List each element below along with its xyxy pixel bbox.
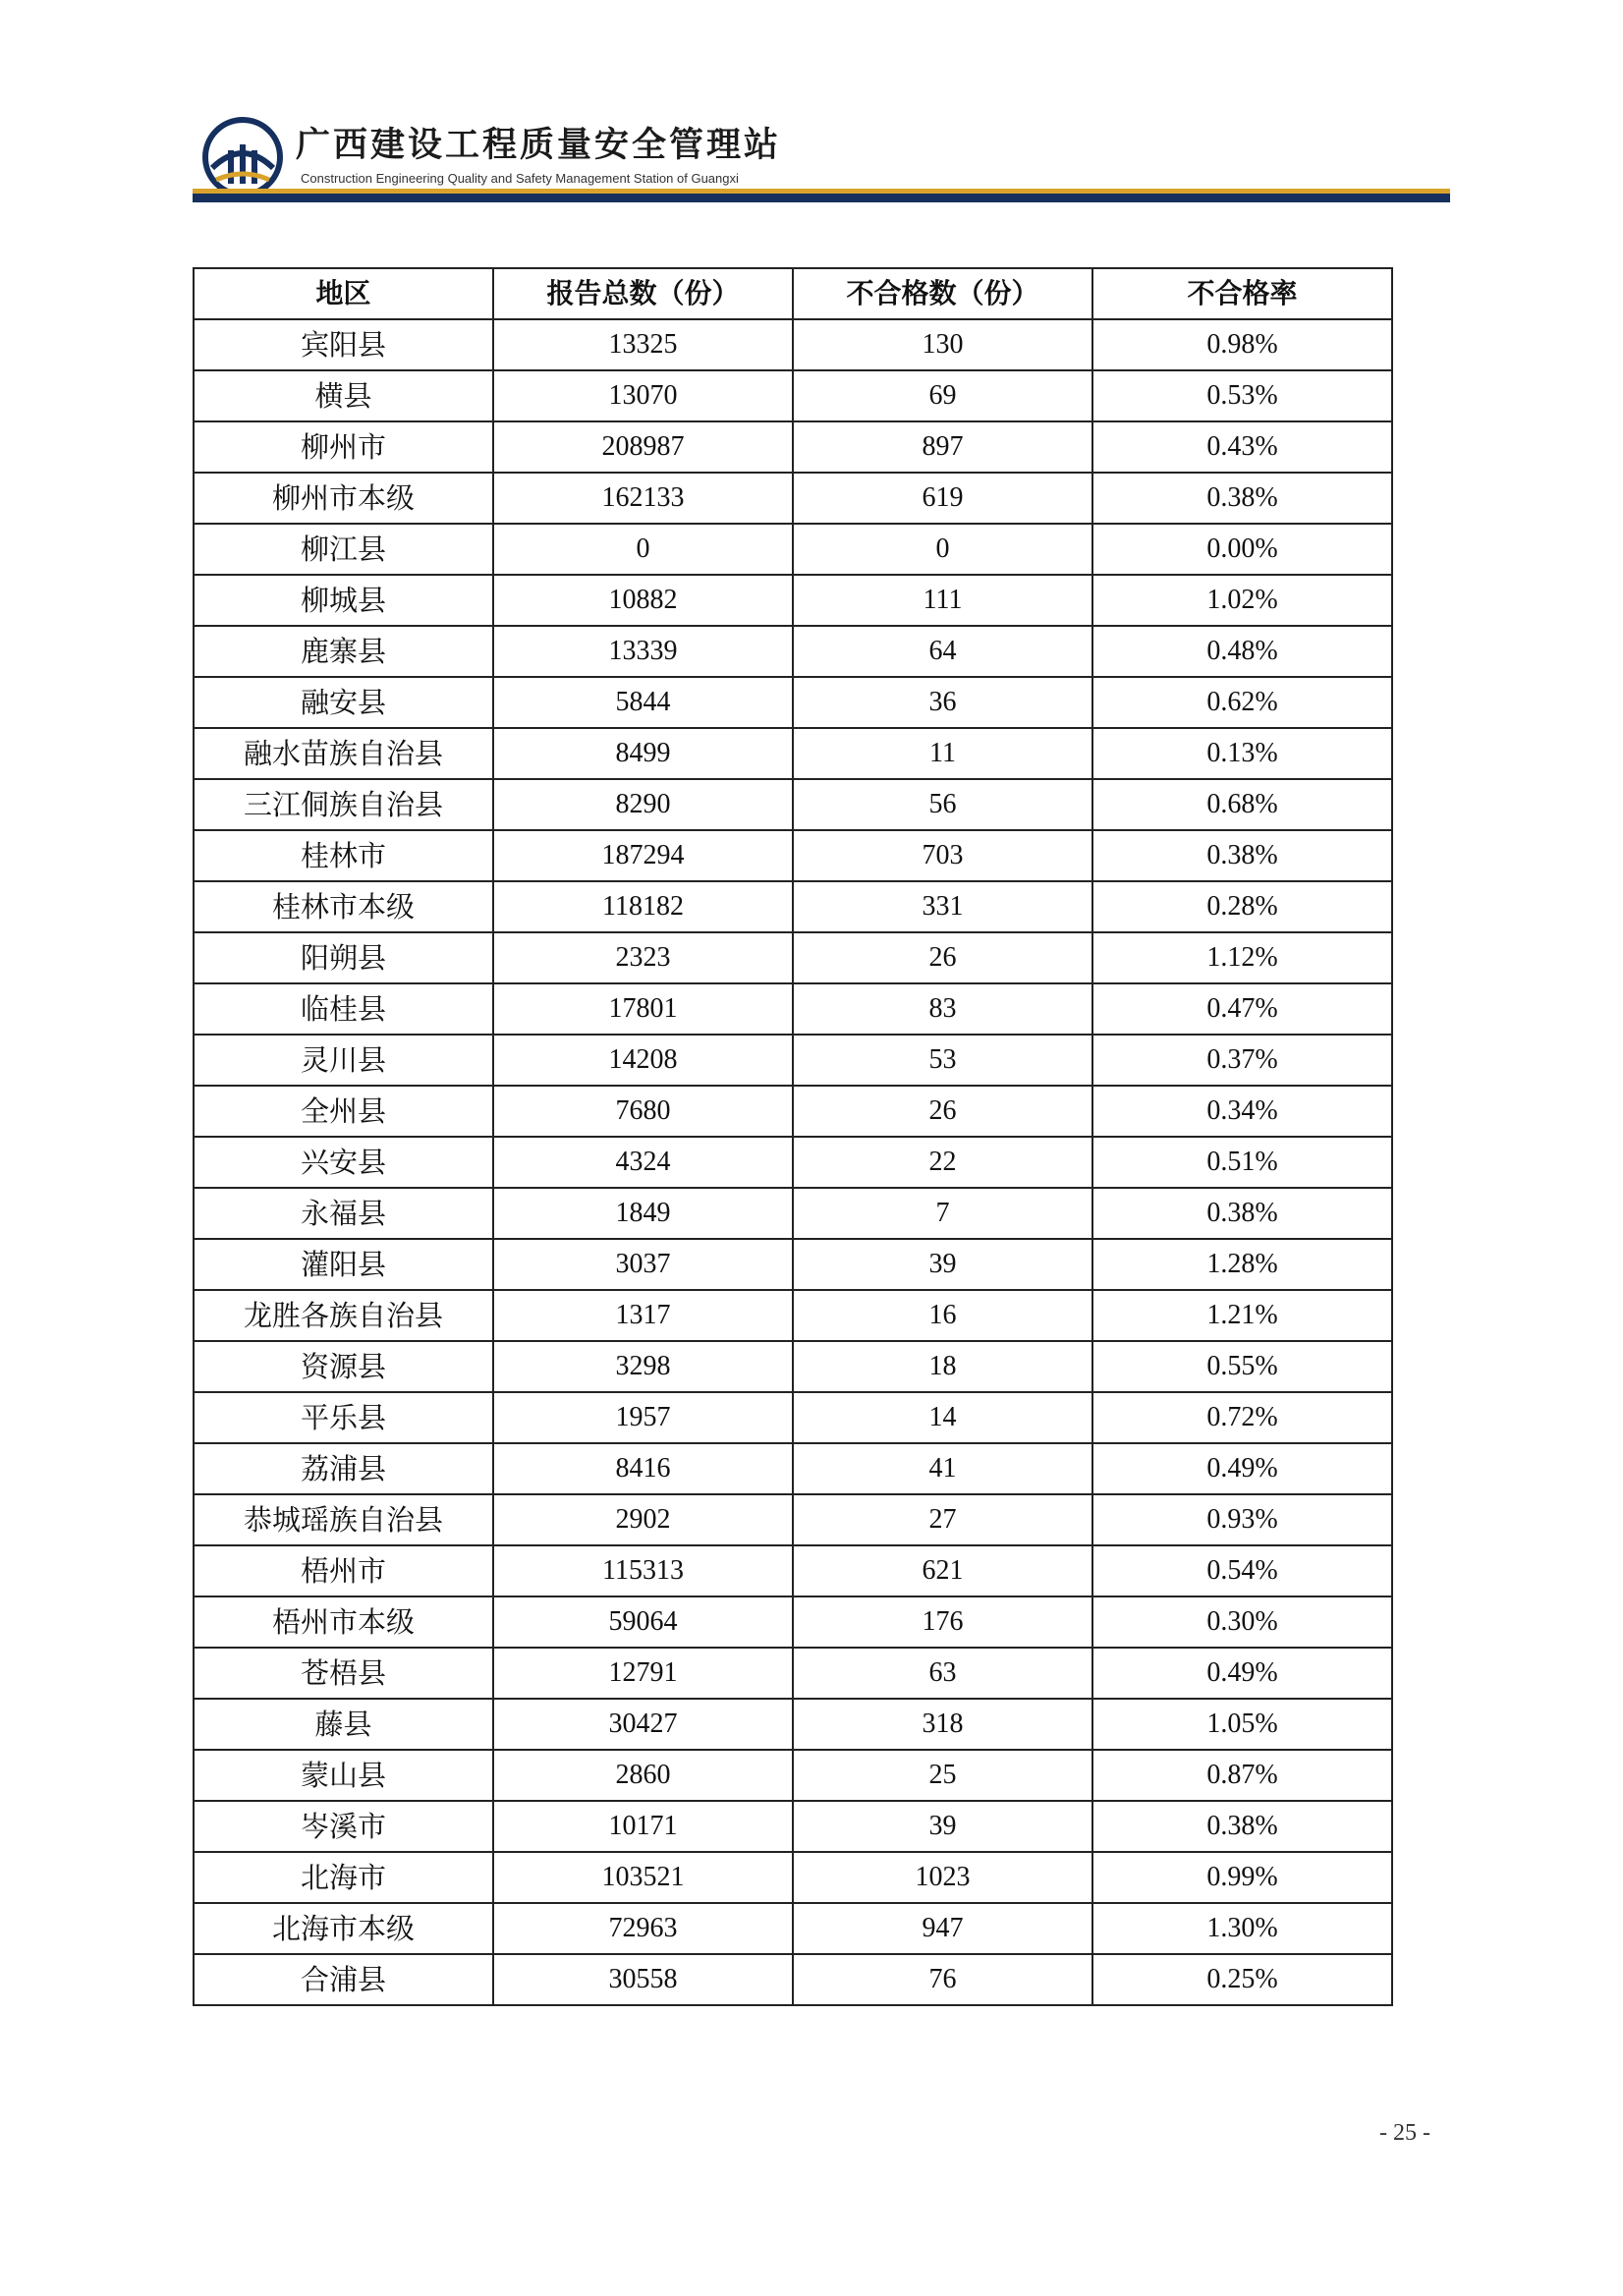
cell-unqualified-count: 64 — [793, 626, 1092, 677]
cell-region: 宾阳县 — [194, 319, 493, 370]
table-row — [194, 370, 1392, 421]
cell-region: 三江侗族自治县 — [194, 779, 493, 830]
table-row — [194, 1699, 1392, 1750]
cell-unqualified-count: 83 — [793, 983, 1092, 1035]
cell-total-reports: 13325 — [493, 319, 793, 370]
cell-unqualified-count: 331 — [793, 881, 1092, 932]
cell-total-reports: 8499 — [493, 728, 793, 779]
cell-unqualified-rate: 0.99% — [1092, 1852, 1392, 1903]
cell-total-reports: 59064 — [493, 1596, 793, 1648]
cell-unqualified-count: 39 — [793, 1801, 1092, 1852]
cell-region: 兴安县 — [194, 1137, 493, 1188]
cell-region: 藤县 — [194, 1699, 493, 1750]
header-rule-navy — [193, 194, 1450, 202]
cell-unqualified-count: 26 — [793, 932, 1092, 983]
cell-region: 鹿寨县 — [194, 626, 493, 677]
cell-unqualified-rate: 1.28% — [1092, 1239, 1392, 1290]
cell-unqualified-count: 130 — [793, 319, 1092, 370]
cell-total-reports: 30558 — [493, 1954, 793, 2005]
table-row — [194, 1750, 1392, 1801]
cell-unqualified-rate: 0.49% — [1092, 1443, 1392, 1494]
cell-unqualified-count: 11 — [793, 728, 1092, 779]
cell-unqualified-count: 76 — [793, 1954, 1092, 2005]
cell-region: 梧州市本级 — [194, 1596, 493, 1648]
cell-unqualified-rate: 0.43% — [1092, 421, 1392, 473]
cell-total-reports: 162133 — [493, 473, 793, 524]
table-row — [194, 932, 1392, 983]
table-row — [194, 1596, 1392, 1648]
cell-unqualified-rate: 0.49% — [1092, 1648, 1392, 1699]
cell-unqualified-rate: 0.28% — [1092, 881, 1392, 932]
table-row — [194, 1494, 1392, 1545]
table-row — [194, 1801, 1392, 1852]
cell-region: 北海市 — [194, 1852, 493, 1903]
gxzj-logo-icon — [202, 117, 283, 197]
cell-unqualified-rate: 0.38% — [1092, 1801, 1392, 1852]
cell-unqualified-count: 22 — [793, 1137, 1092, 1188]
cell-unqualified-count: 7 — [793, 1188, 1092, 1239]
col-header-total-reports: 报告总数（份） — [493, 268, 793, 319]
cell-region: 柳州市本级 — [194, 473, 493, 524]
table-row — [194, 1648, 1392, 1699]
cell-total-reports: 3037 — [493, 1239, 793, 1290]
cell-total-reports: 208987 — [493, 421, 793, 473]
table-row — [194, 1903, 1392, 1954]
cell-region: 岑溪市 — [194, 1801, 493, 1852]
cell-unqualified-rate: 1.21% — [1092, 1290, 1392, 1341]
cell-total-reports: 30427 — [493, 1699, 793, 1750]
table-row — [194, 1035, 1392, 1086]
cell-unqualified-rate: 1.30% — [1092, 1903, 1392, 1954]
table-row — [194, 1341, 1392, 1392]
cell-unqualified-rate: 0.37% — [1092, 1035, 1392, 1086]
table-row — [194, 1137, 1392, 1188]
cell-total-reports: 103521 — [493, 1852, 793, 1903]
cell-unqualified-rate: 0.13% — [1092, 728, 1392, 779]
cell-total-reports: 10171 — [493, 1801, 793, 1852]
cell-region: 横县 — [194, 370, 493, 421]
table-row — [194, 1392, 1392, 1443]
cell-total-reports: 118182 — [493, 881, 793, 932]
cell-unqualified-rate: 0.34% — [1092, 1086, 1392, 1137]
table-row — [194, 524, 1392, 575]
cell-unqualified-count: 111 — [793, 575, 1092, 626]
table-body — [194, 319, 1392, 2005]
cell-region: 恭城瑶族自治县 — [194, 1494, 493, 1545]
org-name: 广西建设工程质量安全管理站 — [296, 126, 782, 165]
cell-region: 全州县 — [194, 1086, 493, 1137]
col-header-unqualified-count: 不合格数（份） — [793, 268, 1092, 319]
cell-unqualified-rate: 0.38% — [1092, 1188, 1392, 1239]
table-row — [194, 1443, 1392, 1494]
table-row — [194, 1852, 1392, 1903]
table-row — [194, 830, 1392, 881]
page-header — [193, 110, 1450, 208]
table-row — [194, 319, 1392, 370]
cell-unqualified-rate: 0.48% — [1092, 626, 1392, 677]
page-number: - 25 - — [1379, 2120, 1430, 2146]
table-row — [194, 983, 1392, 1035]
cell-total-reports: 0 — [493, 524, 793, 575]
table-row — [194, 881, 1392, 932]
cell-total-reports: 2902 — [493, 1494, 793, 1545]
table-row — [194, 728, 1392, 779]
cell-unqualified-rate: 1.02% — [1092, 575, 1392, 626]
cell-region: 柳江县 — [194, 524, 493, 575]
cell-unqualified-count: 897 — [793, 421, 1092, 473]
table-row — [194, 1239, 1392, 1290]
cell-unqualified-count: 56 — [793, 779, 1092, 830]
cell-unqualified-rate: 0.53% — [1092, 370, 1392, 421]
cell-total-reports: 8290 — [493, 779, 793, 830]
table-row — [194, 575, 1392, 626]
cell-unqualified-count: 621 — [793, 1545, 1092, 1596]
table-row — [194, 1086, 1392, 1137]
cell-region: 梧州市 — [194, 1545, 493, 1596]
cell-unqualified-rate: 0.55% — [1092, 1341, 1392, 1392]
table-row — [194, 1954, 1392, 2005]
cell-unqualified-rate: 0.68% — [1092, 779, 1392, 830]
cell-region: 柳城县 — [194, 575, 493, 626]
cell-unqualified-count: 703 — [793, 830, 1092, 881]
cell-unqualified-count: 0 — [793, 524, 1092, 575]
cell-region: 阳朔县 — [194, 932, 493, 983]
cell-total-reports: 14208 — [493, 1035, 793, 1086]
cell-total-reports: 13070 — [493, 370, 793, 421]
cell-unqualified-rate: 0.72% — [1092, 1392, 1392, 1443]
cell-unqualified-rate: 0.38% — [1092, 830, 1392, 881]
cell-unqualified-count: 41 — [793, 1443, 1092, 1494]
cell-unqualified-rate: 0.30% — [1092, 1596, 1392, 1648]
cell-unqualified-rate: 0.87% — [1092, 1750, 1392, 1801]
cell-total-reports: 5844 — [493, 677, 793, 728]
cell-unqualified-rate: 0.25% — [1092, 1954, 1392, 2005]
cell-unqualified-count: 25 — [793, 1750, 1092, 1801]
cell-unqualified-count: 619 — [793, 473, 1092, 524]
cell-total-reports: 1849 — [493, 1188, 793, 1239]
cell-total-reports: 115313 — [493, 1545, 793, 1596]
table-row — [194, 677, 1392, 728]
cell-total-reports: 10882 — [493, 575, 793, 626]
cell-total-reports: 13339 — [493, 626, 793, 677]
cell-unqualified-rate: 0.54% — [1092, 1545, 1392, 1596]
cell-unqualified-count: 53 — [793, 1035, 1092, 1086]
cell-unqualified-count: 63 — [793, 1648, 1092, 1699]
table-row — [194, 1188, 1392, 1239]
cell-total-reports: 72963 — [493, 1903, 793, 1954]
cell-region: 灵川县 — [194, 1035, 493, 1086]
cell-region: 桂林市本级 — [194, 881, 493, 932]
cell-region: 临桂县 — [194, 983, 493, 1035]
cell-unqualified-count: 26 — [793, 1086, 1092, 1137]
cell-region: 桂林市 — [194, 830, 493, 881]
cell-unqualified-count: 18 — [793, 1341, 1092, 1392]
table-row — [194, 473, 1392, 524]
cell-unqualified-count: 947 — [793, 1903, 1092, 1954]
cell-unqualified-count: 14 — [793, 1392, 1092, 1443]
cell-total-reports: 12791 — [493, 1648, 793, 1699]
cell-unqualified-rate: 0.93% — [1092, 1494, 1392, 1545]
cell-unqualified-count: 39 — [793, 1239, 1092, 1290]
cell-total-reports: 3298 — [493, 1341, 793, 1392]
cell-region: 合浦县 — [194, 1954, 493, 2005]
cell-region: 荔浦县 — [194, 1443, 493, 1494]
cell-region: 蒙山县 — [194, 1750, 493, 1801]
cell-unqualified-rate: 0.62% — [1092, 677, 1392, 728]
cell-total-reports: 1957 — [493, 1392, 793, 1443]
cell-total-reports: 4324 — [493, 1137, 793, 1188]
cell-unqualified-rate: 0.38% — [1092, 473, 1392, 524]
table-row — [194, 779, 1392, 830]
cell-unqualified-count: 69 — [793, 370, 1092, 421]
cell-unqualified-count: 27 — [793, 1494, 1092, 1545]
cell-unqualified-count: 176 — [793, 1596, 1092, 1648]
org-subtitle: Construction Engineering Quality and Safety Management Station of Guangxi — [301, 171, 739, 186]
cell-region: 平乐县 — [194, 1392, 493, 1443]
cell-unqualified-rate: 1.12% — [1092, 932, 1392, 983]
cell-region: 融水苗族自治县 — [194, 728, 493, 779]
cell-region: 融安县 — [194, 677, 493, 728]
table-row — [194, 1545, 1392, 1596]
cell-region: 北海市本级 — [194, 1903, 493, 1954]
cell-total-reports: 2860 — [493, 1750, 793, 1801]
cell-unqualified-count: 318 — [793, 1699, 1092, 1750]
cell-unqualified-rate: 1.05% — [1092, 1699, 1392, 1750]
cell-region: 资源县 — [194, 1341, 493, 1392]
cell-total-reports: 187294 — [493, 830, 793, 881]
cell-total-reports: 2323 — [493, 932, 793, 983]
col-header-unqualified-rate: 不合格率 — [1092, 268, 1392, 319]
cell-unqualified-count: 1023 — [793, 1852, 1092, 1903]
cell-total-reports: 8416 — [493, 1443, 793, 1494]
table-row — [194, 1290, 1392, 1341]
cell-unqualified-rate: 0.47% — [1092, 983, 1392, 1035]
cell-region: 柳州市 — [194, 421, 493, 473]
cell-total-reports: 1317 — [493, 1290, 793, 1341]
cell-region: 苍梧县 — [194, 1648, 493, 1699]
cell-region: 龙胜各族自治县 — [194, 1290, 493, 1341]
cell-unqualified-count: 36 — [793, 677, 1092, 728]
quality-report-table — [193, 267, 1393, 2006]
cell-unqualified-rate: 0.98% — [1092, 319, 1392, 370]
cell-region: 灌阳县 — [194, 1239, 493, 1290]
table-row — [194, 421, 1392, 473]
cell-unqualified-rate: 0.51% — [1092, 1137, 1392, 1188]
table-header-row — [194, 268, 1392, 319]
table-row — [194, 626, 1392, 677]
col-header-region: 地区 — [194, 268, 493, 319]
cell-region: 永福县 — [194, 1188, 493, 1239]
cell-total-reports: 17801 — [493, 983, 793, 1035]
cell-total-reports: 7680 — [493, 1086, 793, 1137]
cell-unqualified-rate: 0.00% — [1092, 524, 1392, 575]
cell-unqualified-count: 16 — [793, 1290, 1092, 1341]
